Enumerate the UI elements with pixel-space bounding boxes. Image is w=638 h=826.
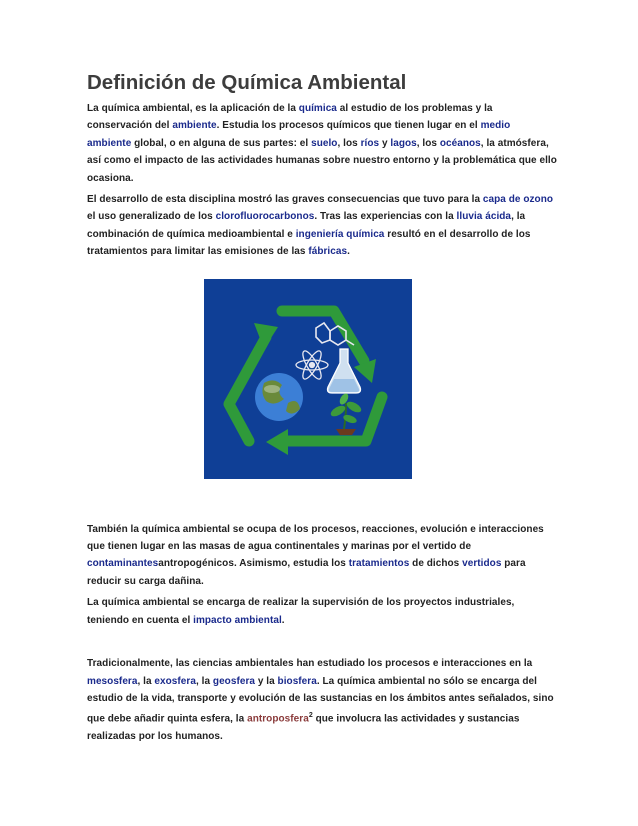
paragraph-desarrollo: El desarrollo de esta disciplina mostró las graves consecuencias que tuvo para la capa de ozono el uso generalizado de los clorofluorocarbonos. Tras las experiencias con la lluvia ácida, la combinación de química medioambiental e ingeniería química resultó en el desarrollo de los tratamientos para limitar las emisiones de las fábricas. [87, 194, 554, 258]
link-exosfera[interactable]: exosfera [154, 675, 196, 687]
link-contaminantes[interactable]: contaminantes [87, 558, 159, 570]
atom-icon [296, 348, 328, 381]
link-rios[interactable]: ríos [360, 137, 380, 149]
paragraph-supervision: La química ambiental se encarga de realizar la supervisión de los proyectos industriales, teniendo en cuenta el impacto ambiental. [87, 597, 515, 626]
link-impacto-ambiental[interactable]: impacto ambiental [193, 614, 282, 626]
link-medio-ambiente[interactable]: medio ambiente [87, 120, 511, 149]
link-quimica[interactable]: química [298, 103, 337, 114]
link-lagos[interactable]: lagos [390, 137, 417, 149]
paragraph-procesos: También la química ambiental se ocupa de los procesos, reacciones, evolución e interacciones que tienen lugar en las masas de agua continentales y marinas por el vertido de contaminantesantropogénicos. Asimismo, estudia los tratamientos de dichos vertidos para reducir su carga dañina. [87, 523, 544, 587]
link-capa-de-ozono[interactable]: capa de ozono [482, 194, 554, 206]
environmental-chemistry-figure [204, 279, 412, 479]
link-clorofluorocarbonos[interactable]: clorofluorocarbonos [215, 211, 315, 223]
recycle-illustration [204, 279, 412, 479]
link-suelo[interactable]: suelo [311, 137, 338, 149]
link-vertidos[interactable]: vertidos [462, 558, 502, 570]
paragraph-esferas: Tradicionalmente, las ciencias ambientales han estudiado los procesos e interacciones en la mesosfera, la exosfera, la geosfera y la biosfera. La química ambiental no sólo se encarga del estudio de la vida, transporte y evolución de las sustancias en los ámbitos antes señalados, sino que debe añadir quinta esfera, la antroposfera$^2$ que involucra las actividades y sustancias realizadas por los humanos. [87, 658, 554, 743]
plant-icon [329, 392, 363, 435]
link-tratamientos[interactable]: tratamientos [348, 558, 410, 570]
link-mesosfera[interactable]: mesosfera [87, 675, 138, 687]
link-ingenieria-quimica[interactable]: ingeniería química [295, 228, 385, 240]
link-fabricas[interactable]: fábricas [308, 246, 348, 258]
link-biosfera[interactable]: biosfera [277, 675, 317, 687]
link-ambiente[interactable]: ambiente [172, 120, 217, 132]
paragraph-definition: La química ambiental, es la aplicación de la química al estudio de los problemas y la conservación del ambiente. Estudia los procesos químicos que tienen lugar en el medio ambiente global, o en alguna de sus partes: el suelo, los ríos y lagos, los océanos, la atmósfera, así como el impacto de las actividades humanas sobre nuestro entorno y la problemática que ello ocasiona. [87, 103, 557, 184]
recycle-arrows-icon [229, 311, 382, 441]
link-antroposfera[interactable]: antroposfera [247, 713, 309, 725]
earth-globe-icon [255, 373, 303, 421]
document-page [87, 70, 557, 745]
link-lluvia-acida[interactable]: lluvia ácida [456, 211, 512, 223]
link-oceanos[interactable]: océanos [439, 137, 481, 149]
page-title: Definición de Química Ambiental [87, 71, 407, 94]
footnote-ref[interactable]: 2 [308, 712, 313, 720]
link-geosfera[interactable]: geosfera [212, 675, 255, 687]
